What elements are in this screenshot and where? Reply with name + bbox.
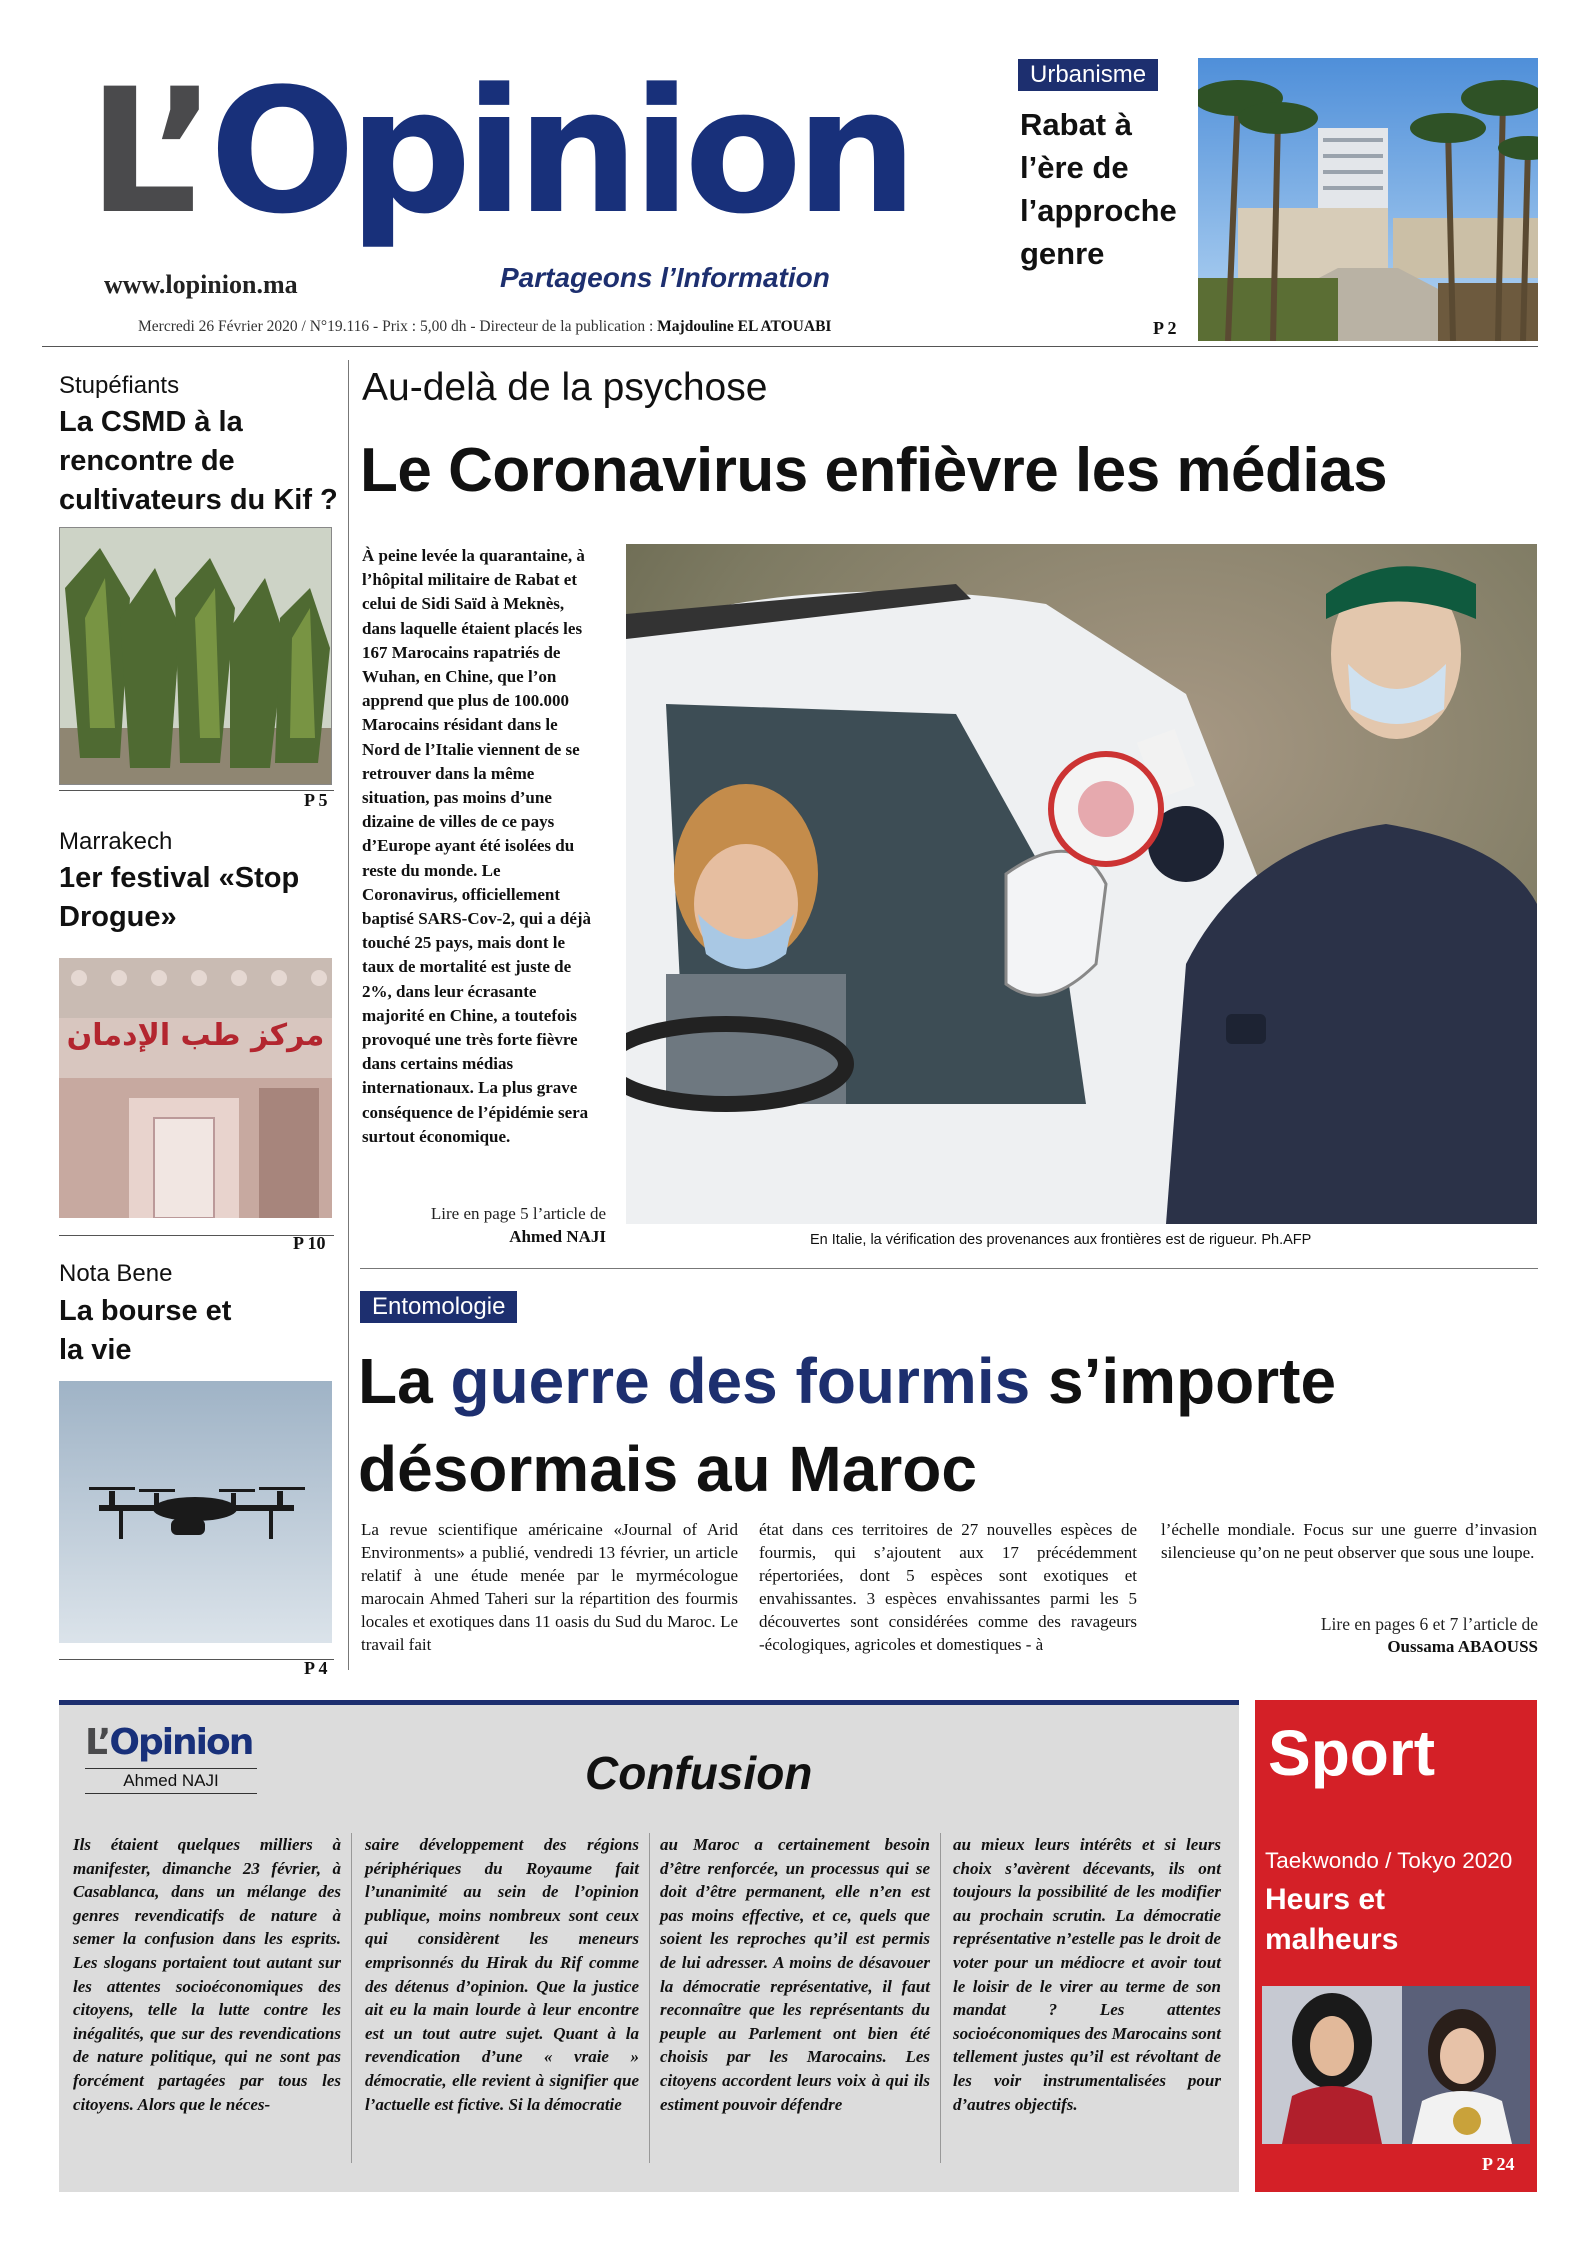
sidebar-2-page: P 10 [293,1233,326,1253]
headline-post: s’importe désormais au Maroc [358,1345,1337,1505]
second-author[interactable]: Oussama ABAOUSS [1387,1637,1538,1656]
tagline: Partageons l’Information [500,262,830,293]
editorial-col-3: au Maroc a certainement besoin d’être renforcée, un processus qui se doit d’être permanent, elle n’en est pas moins effective, et ce, quels que soient les reproches qu’il est permis de lui adresser. A moins de désavouer la démocratie représentative, il faut reconnaître que les représentants du peuple au Parlement ont bien été choisis par les Marocains. Les citoyens accordent leurs voix à qui ils estiment pouvoir défendre [660,1835,930,2114]
website-url[interactable]: www.lopinion.ma [104,270,298,299]
sidebar-1-page: P 5 [304,790,328,810]
second-col-1: La revue scientifique américaine «Journal of Arid Environments» a publié, vendredi 13 février, un article relatif à une étude menée par le myrmécologue marocain Ahmed Taheri sur la répartition des fourmis locales et exotiques dans 11 oasis du Sud du Maroc. Le travail fait [361,1520,738,1654]
editorial-logo-l: L’ [85,1722,110,1763]
lead-caption [810,1232,1311,1248]
drone-photo [59,1381,332,1643]
photo-credit: Ph.AFP [1261,1232,1312,1248]
sidebar-3-title[interactable]: La bourse et la vie [59,1295,232,1366]
sidebar-2-title[interactable]: 1er festival «Stop Drogue» [59,862,300,933]
italy-border-photo [626,544,1537,1224]
second-headline[interactable] [358,1337,1538,1513]
taekwondo-photo [1262,1986,1530,2144]
masthead-logo [88,52,968,282]
logo-opinion: Opinion [209,51,911,252]
second-col-2: état dans ces territoires de 27 nouvelles espèces de fourmis, qui s’ajoutent aux 17 précédemment répertoriées, dont 5 espèces sont exotiques et envahissantes. 3 espèces envahissantes parmi les 5 découvertes sont considérées comme des ravageurs -écologiques, agricoles et domestiques - à [759,1520,1137,1654]
lead-body: À peine levée la quarantaine, à l’hôpital militaire de Rabat et celui de Sidi Saïd à Meknès, dans laquelle étaient placés les 167 Marocains rapatriés de Wuhan, en Chine, que l’on apprend que plus de 100.000 Marocains résidant dans le Nord de l’Italie viennent de se retrouver dans la même situation, pas moins d’une dizaine de villes de ce pays d’Europe ayant été isolées du reste du monde. Le Coronavirus, officiellement baptisé SARS-Cov-2, qui a déjà touché 25 pays, mais dont le taux de mortalité est juste de 2%, dans leur écrasante majorité en Chine, a toutefois provoqué une très forte fièvre dans certains médias internationaux. La plus grave conséquence de l’épidémie sera surtout économique. [362,546,592,1146]
second-col-3: l’échelle mondiale. Focus sur une guerre d’invasion silencieuse qu’on ne peut observer que sous une loupe. [1161,1520,1537,1562]
addiction-center-photo [59,958,332,1218]
editorial-logo-opinion: Opinion [109,1722,253,1763]
sport-page: P 24 [1482,2154,1515,2174]
editorial-col-2: saire développement des régions périphériques du Royaume fait l’unanimité au sein de l’opinion publique, moins nombreux sont ceux qui considèrent les meneurs emprisonnés du Hirak du Rif comme des détenus d’opinion. Que la justice ait eu la main lourde à leur encontre est un tout autre sujet. Quant à la revendication d’une « vraie » démocratie, elle revient à signifier que l’actuelle est fictive. Si la démocratie [365,1835,639,2114]
caption-text: En Italie, la vérification des provenances aux frontières est de rigueur. [810,1232,1258,1248]
teaser-tag: Urbanisme [1018,59,1158,91]
issue-line [138,318,831,336]
sport-category: Taekwondo / Tokyo 2020 [1265,1848,1513,1873]
rabat-avenue-photo [1198,58,1538,341]
center-sign: مركز طب الإدمان [66,1018,325,1053]
sidebar-3-category: Nota Bene [59,1260,173,1287]
lead-read-more: Lire en page 5 l’article de [430,1204,606,1223]
editorial-col-4: au mieux leurs intérêts et si leurs choix s’avèrent décevants, ils ont toujours la possibilité de les modifier au prochain scrutin. La démocratie représentative n’estelle pas le droit de voter pour un médiocre et avoir tout le loisir de le virer au terme de son mandat ? Les attentes socioéconomiques des Marocains sont tellement justes qu’il est révoltant de les voir instrumentalisées pour d’autres objectifs. [953,1835,1221,2114]
second-tag: Entomologie [360,1291,517,1323]
second-read-more: Lire en pages 6 et 7 l’article de [1320,1614,1538,1634]
editorial-title[interactable]: Confusion [585,1747,813,1799]
headline-pre: La [358,1345,451,1417]
lead-kicker: Au-delà de la psychose [362,366,768,409]
sidebar-2-category: Marrakech [59,828,173,855]
sidebar-1-title[interactable]: La CSMD à la rencontre de cultivateurs du Kif ? [59,406,338,516]
editorial-col-1: Ils étaient quelques milliers à manifester, dimanche 23 février, à Casablanca, dans un mélange des genres revendicatifs de nature à semer la confusion dans les esprits. Les slogans portaient tout autant sur les attentes socioéconomiques des citoyens, telle la lutte contre les inégalités, que sur des revendications de nature politique, qui ne sont pas forcément partagées par tous les citoyens. Alors que le néces- [73,1835,341,2114]
sport-label: Sport [1268,1717,1436,1789]
headline-highlight: guerre des fourmis [450,1345,1031,1417]
logo-apostrophe-l: L’ [88,51,210,252]
teaser-title[interactable]: Rabat à l’ère de l’approche genre [1020,107,1177,271]
lead-author[interactable]: Ahmed NAJI [509,1227,606,1246]
issue-info: Mercredi 26 Février 2020 / N°19.116 - Prix : 5,00 dh - Directeur de la publication : [138,318,658,335]
director-name: Majdouline EL ATOUABI [657,318,832,335]
sidebar-3-page: P 4 [304,1658,328,1678]
editorial-author: Ahmed NAJI [85,1768,257,1794]
lead-headline[interactable]: Le Coronavirus enfièvre les médias [360,436,1388,505]
sport-title[interactable]: Heurs et malheurs [1265,1883,1399,1956]
teaser-page: P 2 [1153,318,1177,338]
kif-photo [59,527,332,785]
sidebar-1-category: Stupéfiants [59,372,180,399]
editorial-logo [85,1722,252,1763]
